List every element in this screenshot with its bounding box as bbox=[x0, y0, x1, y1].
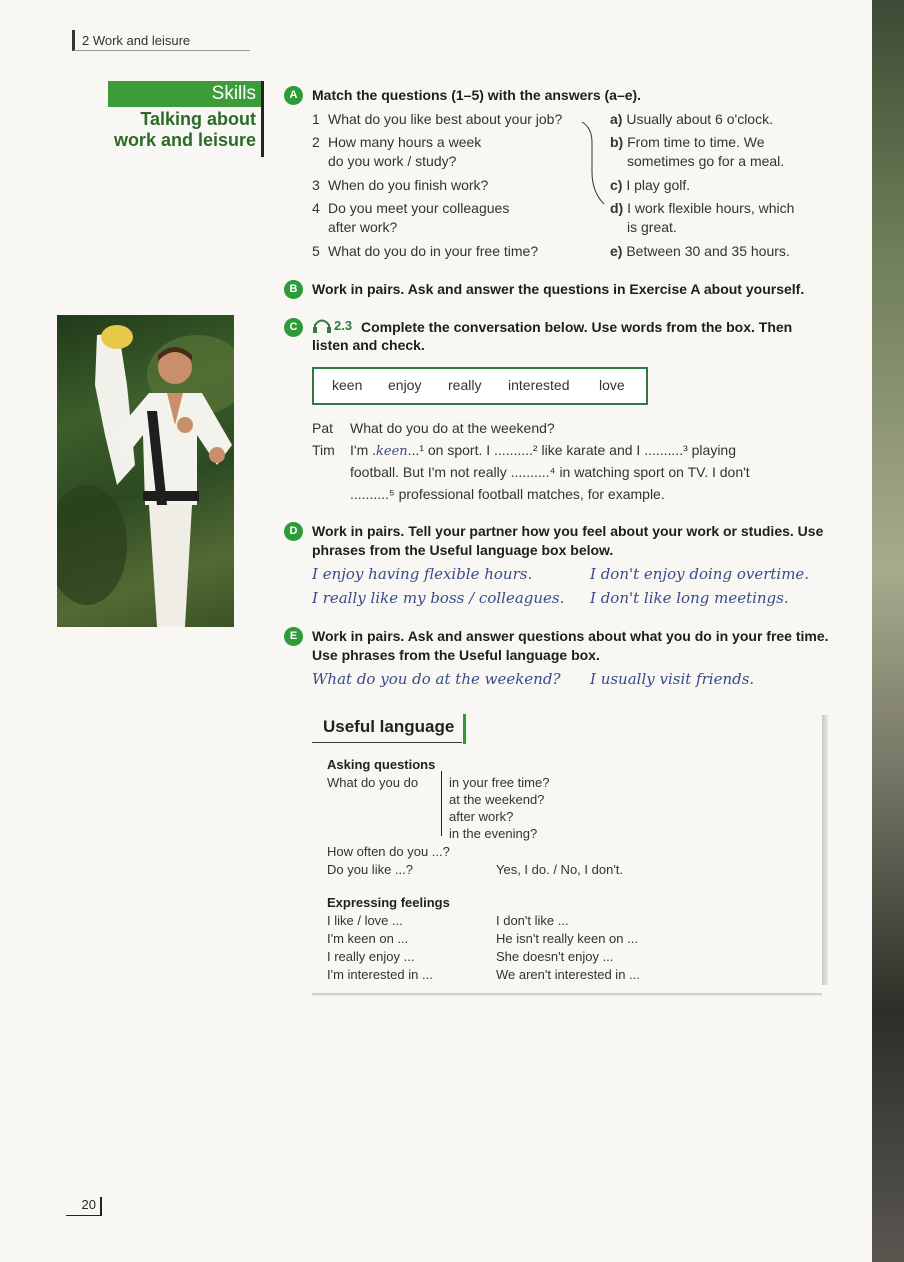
word-keen: keen bbox=[332, 377, 363, 393]
negative-1: I don't like ... bbox=[496, 913, 569, 928]
exercise-b-instruction: Work in pairs. Ask and answer the questions in Exercise A about yourself. bbox=[312, 281, 805, 297]
word-interested: interested bbox=[508, 377, 570, 393]
negative-3: She doesn't enjoy ... bbox=[496, 949, 614, 964]
example-d-2: I don't enjoy doing overtime. bbox=[590, 565, 810, 583]
exercise-e-instruction: Work in pairs. Ask and answer questions about what you do in your free time. bbox=[312, 628, 829, 644]
exercise-d-instruction-cont: phrases from the Useful language box below. bbox=[312, 542, 614, 558]
positive-3: I really enjoy ... bbox=[327, 949, 415, 964]
negative-2: He isn't really keen on ... bbox=[496, 931, 638, 946]
section-title-line2: work and leisure bbox=[113, 130, 256, 150]
expressing-feelings-heading: Expressing feelings bbox=[327, 895, 450, 910]
useful-language-title: Useful language bbox=[323, 717, 455, 736]
useful-language-accent bbox=[463, 714, 466, 744]
exercise-e-badge: E bbox=[284, 627, 303, 646]
handwritten-answer: keen bbox=[376, 444, 408, 459]
section-title-line1: Talking about bbox=[140, 109, 256, 129]
question-5: 5 What do you do in your free time? bbox=[312, 243, 539, 259]
question-2-cont: do you work / study? bbox=[328, 153, 457, 169]
exercise-c-instruction-cont: listen and check. bbox=[312, 337, 425, 353]
option-after-work: after work? bbox=[449, 809, 514, 824]
option-weekend: at the weekend? bbox=[449, 792, 545, 807]
speaker-tim: Tim bbox=[312, 442, 335, 458]
example-d-4: I don't like long meetings. bbox=[590, 589, 789, 607]
negative-4: We aren't interested in ... bbox=[496, 967, 640, 982]
useful-language-bottom-border bbox=[312, 993, 822, 996]
headphones-icon bbox=[312, 316, 332, 334]
karate-photo bbox=[57, 315, 234, 627]
exercise-b-badge: B bbox=[284, 280, 303, 299]
skills-divider bbox=[261, 81, 264, 157]
example-d-1: I enjoy having flexible hours. bbox=[312, 565, 533, 583]
tim-line-2: football. But I'm not really ..........⁴ in watching sport on TV. I don't bbox=[350, 464, 750, 480]
question-3: 3 When do you finish work? bbox=[312, 177, 489, 193]
exercise-c-instruction: Complete the conversation below. Use words from the box. Then bbox=[361, 319, 793, 335]
do-you-like: Do you like ...? bbox=[327, 862, 413, 877]
question-1: 1 What do you like best about your job? bbox=[312, 111, 563, 127]
answer-e: e) Between 30 and 35 hours. bbox=[610, 243, 790, 259]
useful-language-underline bbox=[312, 742, 462, 743]
word-box bbox=[312, 367, 648, 405]
speaker-pat: Pat bbox=[312, 420, 334, 436]
exercise-a-instruction: Match the questions (1–5) with the answers (a–e). bbox=[312, 87, 642, 103]
positive-2: I'm keen on ... bbox=[327, 931, 409, 946]
pat-line: What do you do at the weekend? bbox=[350, 420, 555, 436]
tim-line-1: I'm .keen...¹ on sport. I ..........² like karate and I ..........³ playing bbox=[350, 442, 737, 459]
exercise-e-instruction-cont: Use phrases from the Useful language box. bbox=[312, 647, 600, 663]
tim-line-3: ..........⁵ professional football matches, for example. bbox=[350, 486, 665, 502]
positive-1: I like / love ... bbox=[327, 913, 403, 928]
word-love: love bbox=[599, 377, 625, 393]
exercise-c-badge: C bbox=[284, 318, 303, 337]
option-evening: in the evening? bbox=[449, 826, 538, 841]
exercise-d-badge: D bbox=[284, 522, 303, 541]
unit-header: 2 Work and leisure bbox=[82, 33, 191, 48]
answer-a: a) Usually about 6 o'clock. bbox=[610, 111, 773, 127]
background-edge bbox=[872, 0, 904, 1262]
answer-c: c) I play golf. bbox=[610, 177, 691, 193]
what-do-you-do: What do you do bbox=[327, 775, 419, 790]
asking-questions-heading: Asking questions bbox=[327, 757, 436, 772]
answer-b-cont: sometimes go for a meal. bbox=[627, 153, 785, 169]
question-4-cont: after work? bbox=[328, 219, 398, 235]
answer-b: b) From time to time. We bbox=[610, 134, 765, 150]
exercise-d-instruction: Work in pairs. Tell your partner how you feel about your work or studies. Use bbox=[312, 523, 824, 539]
example-e-2: I usually visit friends. bbox=[590, 670, 755, 688]
example-e-1: What do you do at the weekend? bbox=[312, 670, 561, 688]
section-title bbox=[100, 109, 256, 151]
word-really: really bbox=[448, 377, 482, 393]
options-bracket bbox=[441, 771, 442, 836]
option-free-time: in your free time? bbox=[449, 775, 550, 790]
answer-d: d) I work flexible hours, which bbox=[610, 200, 795, 216]
track-number: 2.3 bbox=[334, 318, 353, 333]
question-4: 4 Do you meet your colleagues bbox=[312, 200, 510, 216]
karate-figure-image bbox=[57, 315, 234, 627]
positive-4: I'm interested in ... bbox=[327, 967, 433, 982]
yes-no-answer: Yes, I do. / No, I don't. bbox=[496, 862, 624, 877]
matching-line bbox=[578, 112, 608, 217]
example-d-3: I really like my boss / colleagues. bbox=[312, 589, 565, 607]
page-number: 20 bbox=[66, 1197, 102, 1216]
exercise-a-badge: A bbox=[284, 86, 303, 105]
skills-tag: Skills bbox=[211, 83, 256, 104]
question-2: 2 How many hours a week bbox=[312, 134, 482, 150]
how-often: How often do you ...? bbox=[327, 844, 450, 859]
useful-language-right-border bbox=[822, 715, 828, 985]
word-enjoy: enjoy bbox=[388, 377, 422, 393]
answer-d-cont: is great. bbox=[627, 219, 677, 235]
